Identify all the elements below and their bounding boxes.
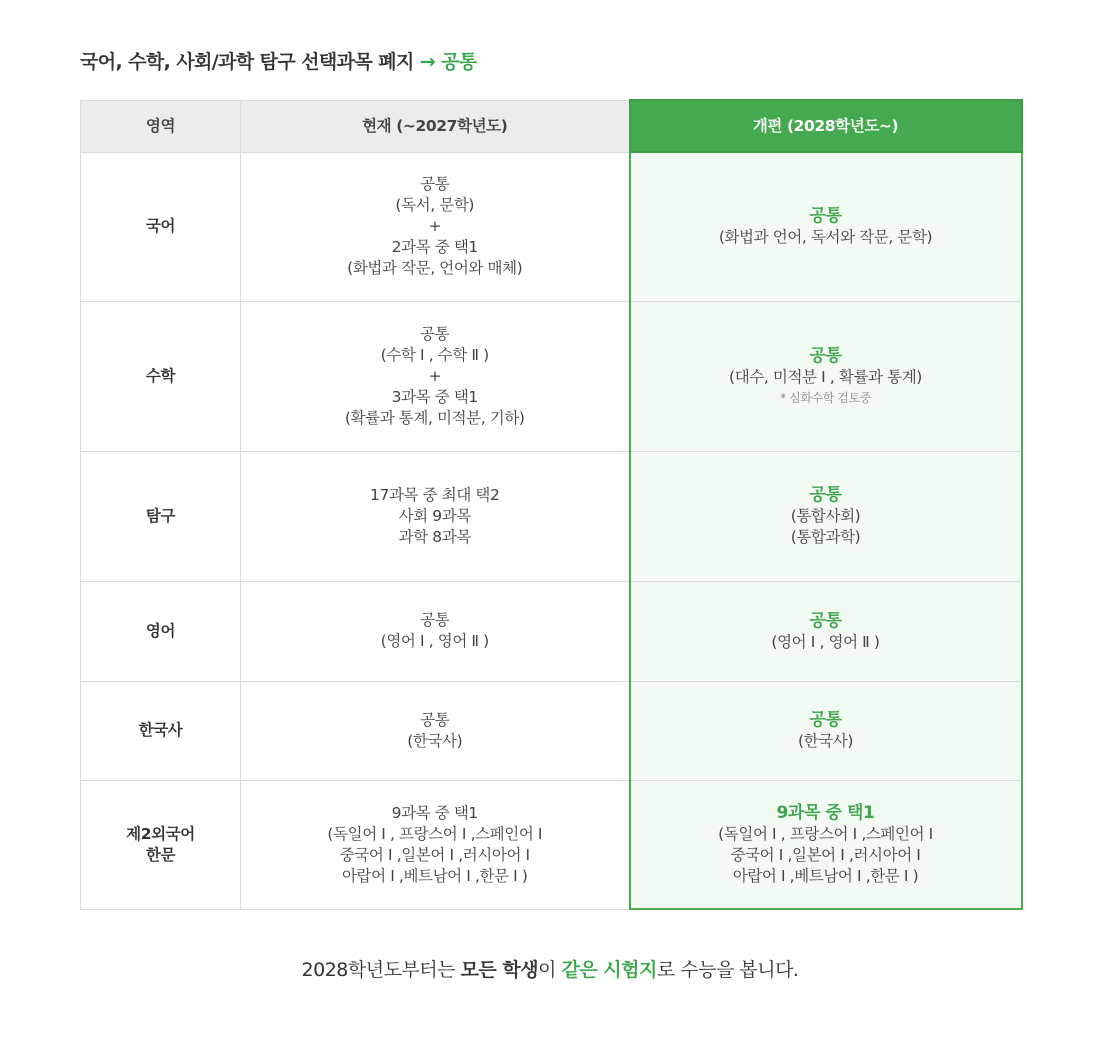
header-current: 현재 (~2027학년도) [241, 100, 630, 152]
area-label: 한문 [145, 845, 176, 864]
new-cell [630, 581, 1022, 681]
area-label: 한국사 [138, 721, 183, 739]
new-highlight: 공통 [809, 206, 842, 227]
footer-bold: 모든 학생 [460, 959, 539, 981]
new-line: 중국어 Ⅰ ,일본어 Ⅰ ,러시아어 Ⅰ [730, 845, 921, 864]
current-line: 9과목 중 택1 [391, 803, 478, 822]
current-cell [241, 681, 630, 780]
new-cell [630, 301, 1022, 451]
new-line: (독일어 Ⅰ , 프랑스어 Ⅰ ,스페인어 Ⅰ [718, 824, 933, 843]
new-highlight: 공통 [809, 610, 842, 631]
heading-text: 국어, 수학, 사회/과학 탐구 선택과목 폐지 [80, 51, 414, 73]
table-row [81, 301, 1022, 451]
new-highlight: 9과목 중 택1 [776, 802, 875, 823]
current-line: 중국어 Ⅰ ,일본어 Ⅰ ,러시아어 Ⅰ [339, 845, 530, 864]
current-cell [241, 451, 630, 581]
new-highlight: 공통 [809, 485, 842, 505]
current-line: 공통 [420, 175, 450, 193]
table-row [81, 681, 1022, 780]
area-label: 제2외국어 [126, 824, 195, 843]
current-line: 아랍어 Ⅰ ,베트남어 Ⅰ ,한문 Ⅰ ) [341, 866, 528, 885]
footer-part2: 이 [538, 959, 562, 981]
current-line: 과학 8과목 [398, 527, 471, 546]
new-line: (대수, 미적분 Ⅰ , 확률과 통계) [729, 367, 922, 386]
footer-highlight: 같은 시험지 [561, 959, 657, 981]
footer-part3: 로 수능을 봅니다. [656, 959, 799, 981]
area-label: 영어 [145, 621, 176, 640]
area-label: 수학 [145, 366, 176, 385]
comparison-table [80, 99, 1023, 910]
new-line: (통합과학) [790, 528, 861, 546]
table-row [81, 780, 1022, 909]
current-line: (한국사) [407, 731, 463, 750]
table-row [81, 152, 1022, 301]
area-cell [81, 152, 241, 301]
new-highlight: 공통 [809, 710, 842, 730]
current-line: 공통 [420, 710, 450, 729]
current-line: 공통 [420, 611, 450, 629]
footer-part1: 2028학년도부터는 [301, 959, 461, 981]
table-row [81, 581, 1022, 681]
area-cell [81, 581, 241, 681]
new-line: 아랍어 Ⅰ ,베트남어 Ⅰ ,한문 Ⅰ ) [732, 866, 919, 885]
footer-message [0, 955, 1100, 982]
new-cell [630, 780, 1022, 909]
area-label: 국어 [145, 217, 176, 235]
current-line: 사회 9과목 [398, 506, 471, 525]
current-line: (확률과 통계, 미적분, 기하) [344, 408, 525, 427]
header-area: 영역 [81, 100, 241, 152]
new-cell [630, 152, 1022, 301]
area-cell [81, 451, 241, 581]
current-line: 3과목 중 택1 [391, 387, 478, 406]
header-new: 개편 (2028학년도~) [630, 100, 1022, 152]
new-line: (통합사회) [790, 507, 861, 525]
current-cell [241, 301, 630, 451]
current-line: (독서, 문학) [395, 196, 475, 214]
arrow-icon: → [419, 51, 436, 73]
table-header-row [81, 100, 1022, 152]
current-line: (화법과 작문, 언어와 매체) [347, 259, 523, 277]
new-line: (한국사) [797, 732, 853, 750]
area-cell [81, 780, 241, 909]
area-cell [81, 681, 241, 780]
current-line: (독일어 Ⅰ , 프랑스어 Ⅰ ,스페인어 Ⅰ [327, 824, 543, 843]
page-heading [80, 47, 477, 74]
new-line: (화법과 언어, 독서와 작문, 문학) [718, 228, 933, 247]
current-line: 공통 [420, 324, 450, 343]
new-cell [630, 451, 1022, 581]
table-row [81, 451, 1022, 581]
current-line: 2과목 중 택1 [391, 238, 478, 256]
new-highlight: 공통 [809, 345, 842, 366]
current-line: (영어 Ⅰ , 영어 Ⅱ ) [380, 632, 489, 650]
new-note: * 심화수학 검토중 [780, 390, 871, 405]
current-cell [241, 152, 630, 301]
new-line: (영어 Ⅰ , 영어 Ⅱ ) [771, 632, 880, 651]
area-cell [81, 301, 241, 451]
heading-result: 공통 [441, 51, 477, 73]
current-cell [241, 780, 630, 909]
current-line: 17과목 중 최대 택2 [370, 485, 500, 504]
current-line: + [428, 217, 442, 235]
current-line: (수학 Ⅰ , 수학 Ⅱ ) [380, 345, 489, 364]
current-line: + [428, 366, 442, 385]
current-cell [241, 581, 630, 681]
area-label: 탐구 [145, 506, 176, 525]
new-cell [630, 681, 1022, 780]
